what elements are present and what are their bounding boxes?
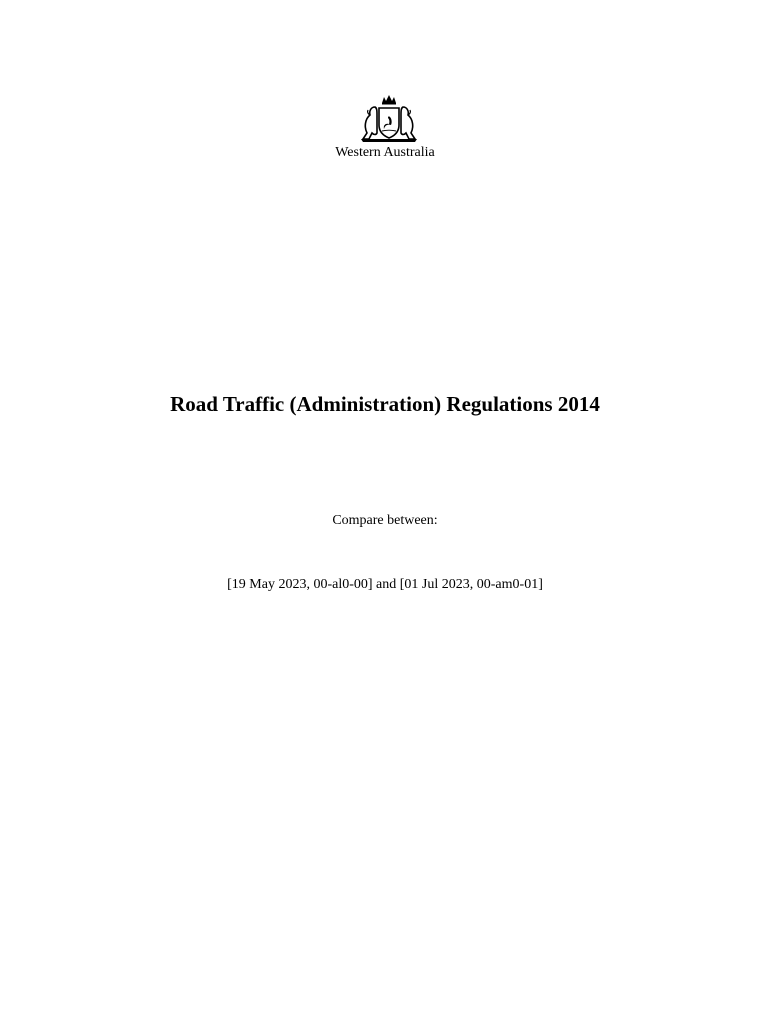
compare-date-range: [19 May 2023, 00-al0-00] and [01 Jul 2023, 00-am0-01] xyxy=(227,577,543,592)
compare-label: Compare between: xyxy=(332,513,438,528)
coat-of-arms-icon xyxy=(355,93,423,145)
jurisdiction-name: Western Australia xyxy=(335,145,435,160)
document-title: Road Traffic (Administration) Regulations 2014 xyxy=(170,392,600,416)
